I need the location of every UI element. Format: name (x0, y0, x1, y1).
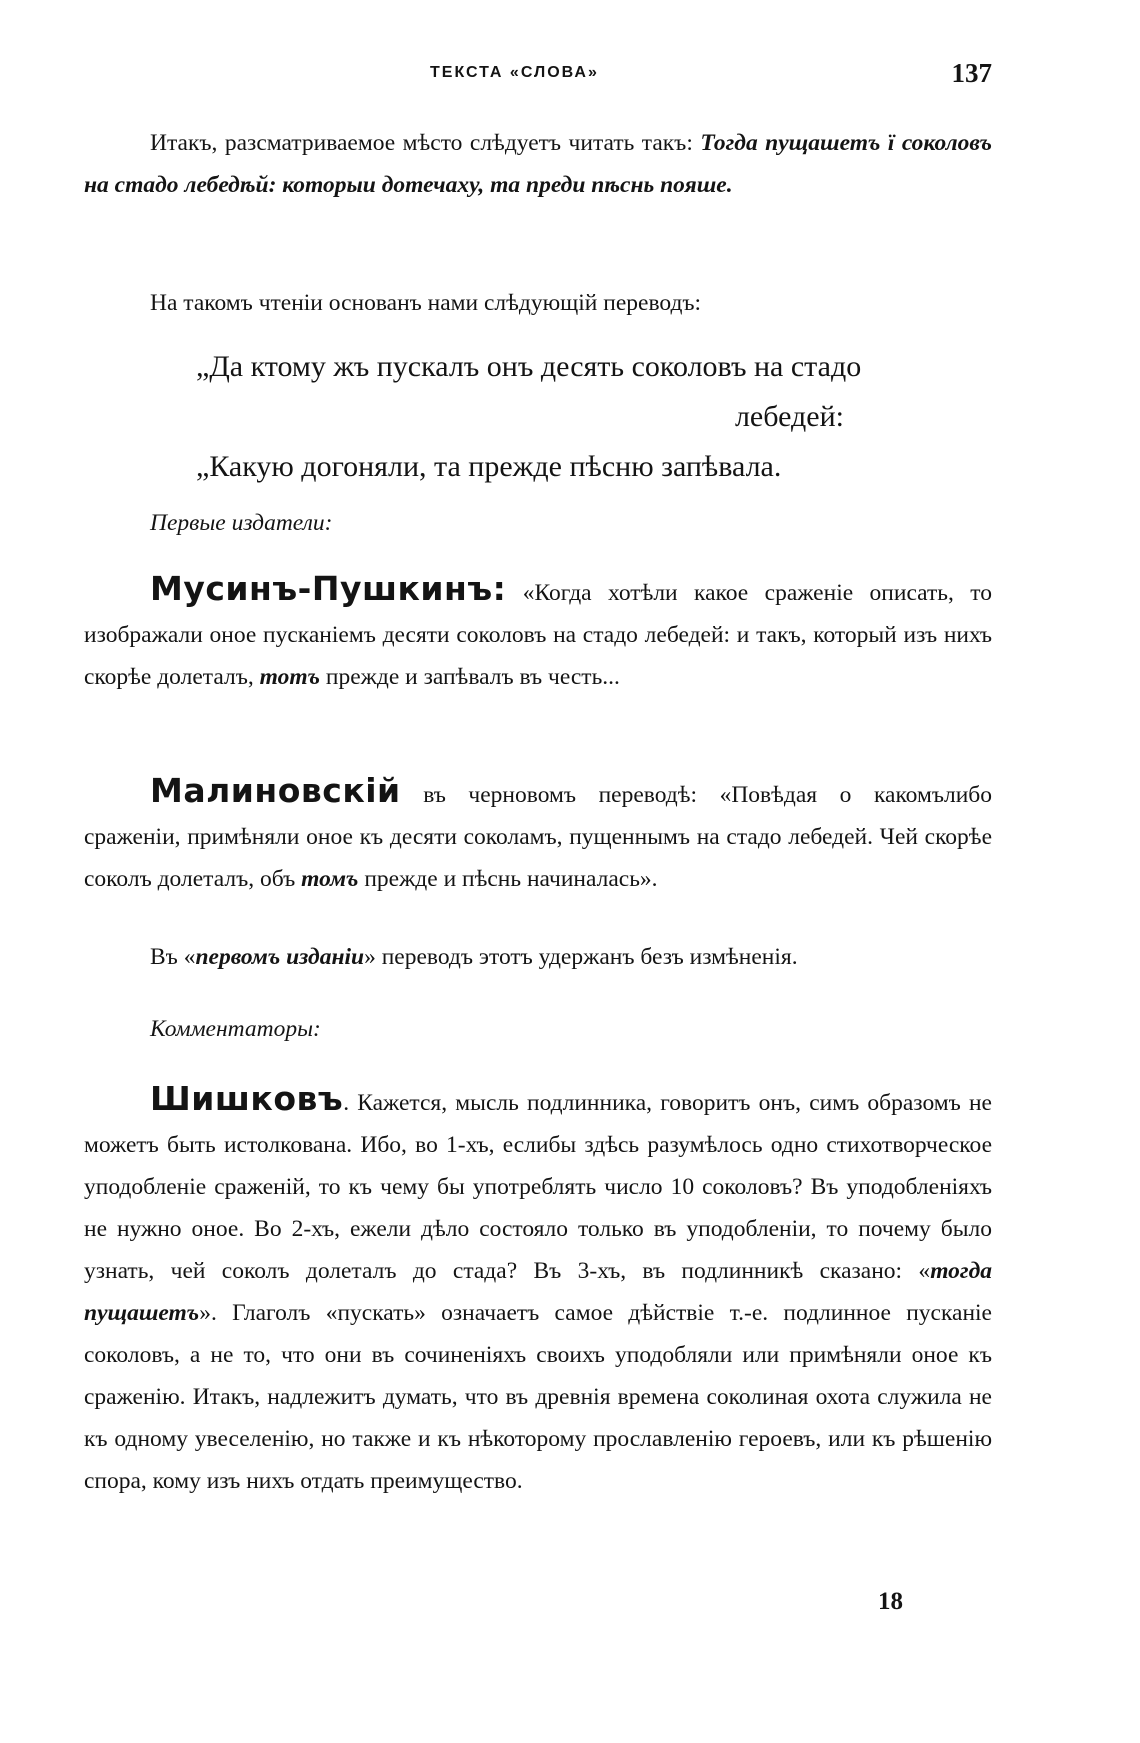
verse-quote (196, 342, 896, 492)
paragraph-reading (84, 122, 992, 206)
paragraph-musin-pushkin (84, 568, 992, 698)
author-name-malinovsky: Малиновскій (150, 771, 401, 810)
shishkov-text-2: ». Глаголъ «пускать» означаетъ самое дѣйствіе т.-е. подлинное пусканіе соколовъ, а не то, что они въ сочиненіяхъ своихъ уподобляли или примѣняли оное къ сраженію. Итакъ, надлежитъ думать, что въ древнія времена соколиная охота служила не къ одному увеселенію, но также и къ нѣкоторому прославленію героевъ, или къ рѣшенію спора, кому изъ нихъ отдать преимущество. (84, 1300, 992, 1494)
paragraph-first-edition-note (84, 936, 992, 978)
musin-pushkin-emphasis: тотъ (259, 664, 320, 690)
paragraph-shishkov (84, 1078, 992, 1502)
commentators-heading: Комментаторы: (150, 1016, 321, 1042)
translation-intro: На такомъ чтеніи основанъ нами слѣдующій переводъ: (150, 290, 702, 316)
signature-mark: 18 (878, 1588, 903, 1615)
shishkov-emphasis: тогда пущашетъ (84, 1258, 992, 1326)
author-name-musin-pushkin: Мусинъ-Пушкинъ: (150, 569, 507, 608)
page-number: 137 (951, 58, 992, 88)
paragraph-translation-intro (84, 282, 992, 324)
musin-pushkin-text-2: прежде и запѣвалъ въ честь... (320, 664, 620, 690)
running-header (150, 58, 992, 90)
first-editors-heading: Первые издатели: (150, 510, 333, 536)
verse-line-1: „Да ктому жъ пускалъ онъ десять соколовъ на стадо (196, 350, 862, 383)
malinovsky-text-1: въ черновомъ переводѣ: «Повѣдая о какомълибо сраженіи, примѣняли оное къ десяти соколамъ, пущеннымъ на стадо лебедей. Чей скорѣе соколъ долеталъ, объ (84, 782, 992, 892)
reading-intro: Итакъ, разсматриваемое мѣсто слѣдуетъ читать такъ: (150, 130, 693, 156)
shishkov-text-1: . Кажется, мысль подлинника, говоритъ онъ, симъ образомъ не можетъ быть истолкована. Ибо, во 1-хъ, еслибы здѣсь разумѣлось одно стихотворческое уподобленіе сраженій, то къ чему бы употреблять число 10 соколовъ? Въ уподобленіяхъ не нужно оное. Во 2-хъ, ежели дѣло состояло только въ уподобленіи, то почему было узнать, чей соколъ долеталъ до стада? Въ 3-хъ, въ подлинникѣ сказано: « (84, 1090, 992, 1284)
author-name-shishkov: Шишковъ (150, 1079, 344, 1118)
verse-line-2: „Какую догоняли, та прежде пѣсню запѣвала. (196, 450, 782, 483)
malinovsky-text-2: прежде и пѣснь начиналась». (358, 866, 658, 892)
reading-quote: Тогда пущашетъ ї соколовъ на стадо лебедѣй: которыи дотечаху, та преди пѣснь пояше. (84, 130, 992, 198)
first-edition-text-2: » переводъ этотъ удержанъ безъ измѣненія. (364, 944, 798, 970)
first-edition-text-1: Въ « (150, 944, 196, 970)
running-title: ТЕКСТА «СЛОВА» (430, 64, 599, 81)
malinovsky-emphasis: томъ (301, 866, 359, 892)
paragraph-malinovsky (84, 770, 992, 900)
verse-line-1-continued: лебедей: (734, 400, 844, 433)
musin-pushkin-text-1: «Когда хотѣли какое сраженіе описать, то изображали оное пусканіемъ десяти соколовъ на стадо лебедей: и такъ, который изъ нихъ скорѣе долеталъ, (84, 580, 992, 690)
first-edition-emphasis: первомъ изданіи (195, 944, 365, 970)
